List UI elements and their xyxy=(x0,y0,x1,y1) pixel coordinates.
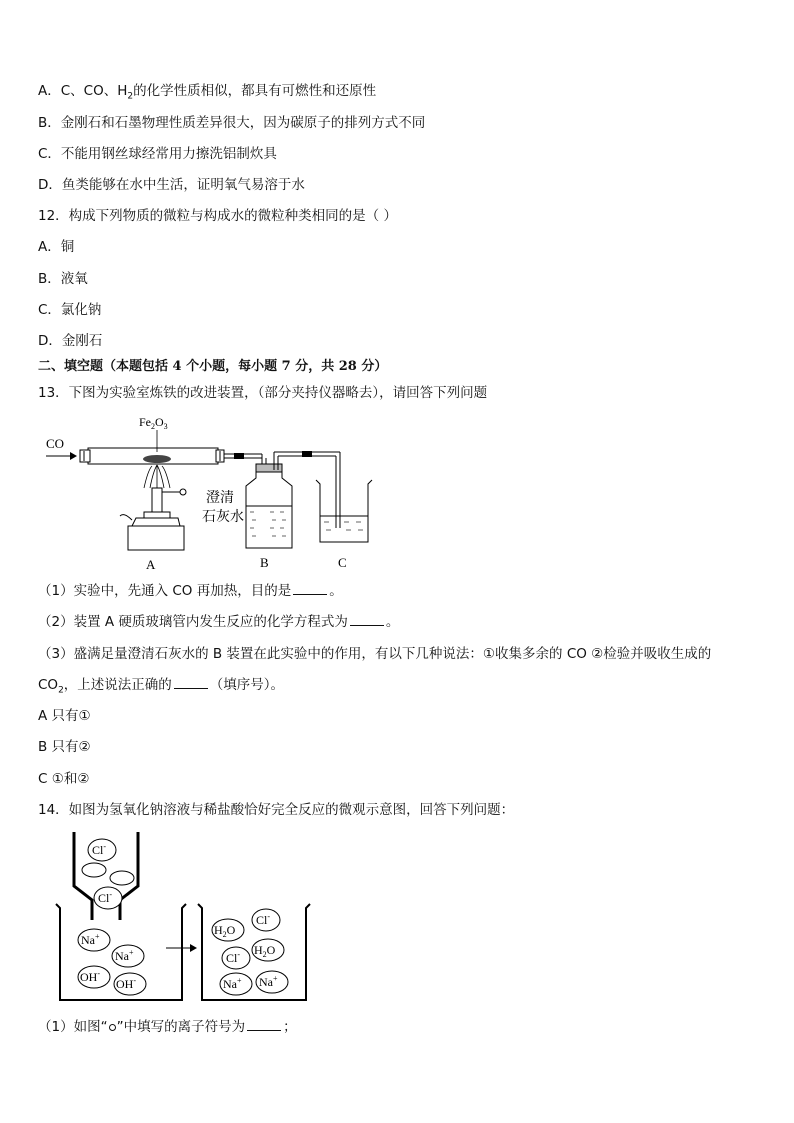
q12-stem: 12．构成下列物质的微粒与构成水的微粒种类相同的是（ ） xyxy=(38,208,397,224)
na-ion xyxy=(112,945,144,967)
q12-option-b: B．液氧 xyxy=(38,271,88,287)
label-a: A xyxy=(146,557,156,572)
cl-ion xyxy=(94,887,122,909)
neutralization-micro-diagram xyxy=(50,826,320,1006)
oh-ion xyxy=(114,973,146,995)
label-b: B xyxy=(260,555,269,570)
svg-text:Cl-: Cl- xyxy=(226,950,241,965)
fe2o3-label: $Fe_2O_3$ xyxy=(139,415,168,431)
q12-option-c: C．氯化钠 xyxy=(38,302,102,318)
q11-option-b: B．金刚石和石墨物理性质差异很大，因为碳原子的排列方式不同 xyxy=(38,115,426,131)
q14-stem: 14．如图为氢氧化钠溶液与稀盐酸恰好完全反应的微观示意图，回答下列问题： xyxy=(38,802,515,818)
blank-ion-circle xyxy=(82,863,106,877)
q13-option-c: C ①和② xyxy=(38,771,90,787)
q11-option-c: C．不能用钢丝球经常用力擦洗铝制炊具 xyxy=(38,146,277,162)
co-label: CO xyxy=(46,436,65,451)
q12-option-d: D．金刚石 xyxy=(38,333,103,349)
svg-text:Na+: Na+ xyxy=(115,948,134,963)
lime-water-label-1: 澄清 xyxy=(206,490,234,506)
cl-ion xyxy=(222,947,250,969)
water-molecule xyxy=(212,919,244,941)
water-molecule xyxy=(252,939,284,961)
na-ion xyxy=(256,971,288,993)
svg-text:OH-: OH- xyxy=(116,976,137,991)
section-heading: 二、填空题（本题包括 4 个小题，每小题 7 分，共 28 分） xyxy=(38,359,388,374)
q11-option-d: D．鱼类能够在水中生活，证明氧气易溶于水 xyxy=(38,177,305,193)
q13-part3: （3）盛满足量澄清石灰水的 B 装置在此实验中的作用，有以下几种说法：①收集多余的 CO ②检验并吸收生成的 xyxy=(38,646,712,662)
svg-text:Cl-: Cl- xyxy=(92,842,107,857)
svg-text:H2O: $H_2O$ xyxy=(214,923,236,939)
q11-option-a: A．C、CO、$H_2$的化学性质相似，都具有可燃性和还原性 xyxy=(38,83,377,102)
q13-option-b: B 只有② xyxy=(38,739,91,755)
na-ion xyxy=(220,973,252,995)
q13-part1: （1）实验中，先通入 CO 再加热，目的是 。 xyxy=(38,583,343,599)
answer-blank[interactable] xyxy=(247,1018,281,1031)
answer-blank[interactable] xyxy=(174,676,208,689)
svg-text:OH-: OH- xyxy=(80,969,101,984)
answer-blank[interactable] xyxy=(350,613,384,626)
answer-blank[interactable] xyxy=(293,582,327,595)
svg-text:H2O: $H_2O$ xyxy=(254,943,276,959)
svg-text:Na+: Na+ xyxy=(81,932,100,947)
svg-text:Cl-: Cl- xyxy=(98,890,113,905)
iron-smelting-apparatus-diagram xyxy=(40,408,380,576)
svg-text:Na+: Na+ xyxy=(223,976,242,991)
oh-ion xyxy=(78,966,110,988)
small-circle-icon xyxy=(109,1024,116,1031)
label-c: C xyxy=(338,555,347,570)
q13-stem: 13．下图为实验室炼铁的改进装置，（部分夹持仪器略去），请回答下列问题 xyxy=(38,385,488,401)
q12-option-a: A．铜 xyxy=(38,239,75,255)
svg-text:Na+: Na+ xyxy=(259,974,278,989)
blank-ion-circle xyxy=(110,871,134,885)
lime-water-label-2: 石灰水 xyxy=(202,509,244,525)
q14-part1: （1）如图“ ”中填写的离子符号为 ； xyxy=(38,1019,297,1035)
svg-text:Cl-: Cl- xyxy=(256,912,271,927)
cl-ion xyxy=(88,839,116,861)
cl-ion xyxy=(252,909,280,931)
q13-option-a: A 只有① xyxy=(38,708,91,724)
q13-part3-cont: $CO_2$，上述说法正确的 （填序号）。 xyxy=(38,677,285,696)
na-ion xyxy=(78,929,110,951)
q13-part2: （2）装置 A 硬质玻璃管内发生反应的化学方程式为 。 xyxy=(38,614,400,630)
